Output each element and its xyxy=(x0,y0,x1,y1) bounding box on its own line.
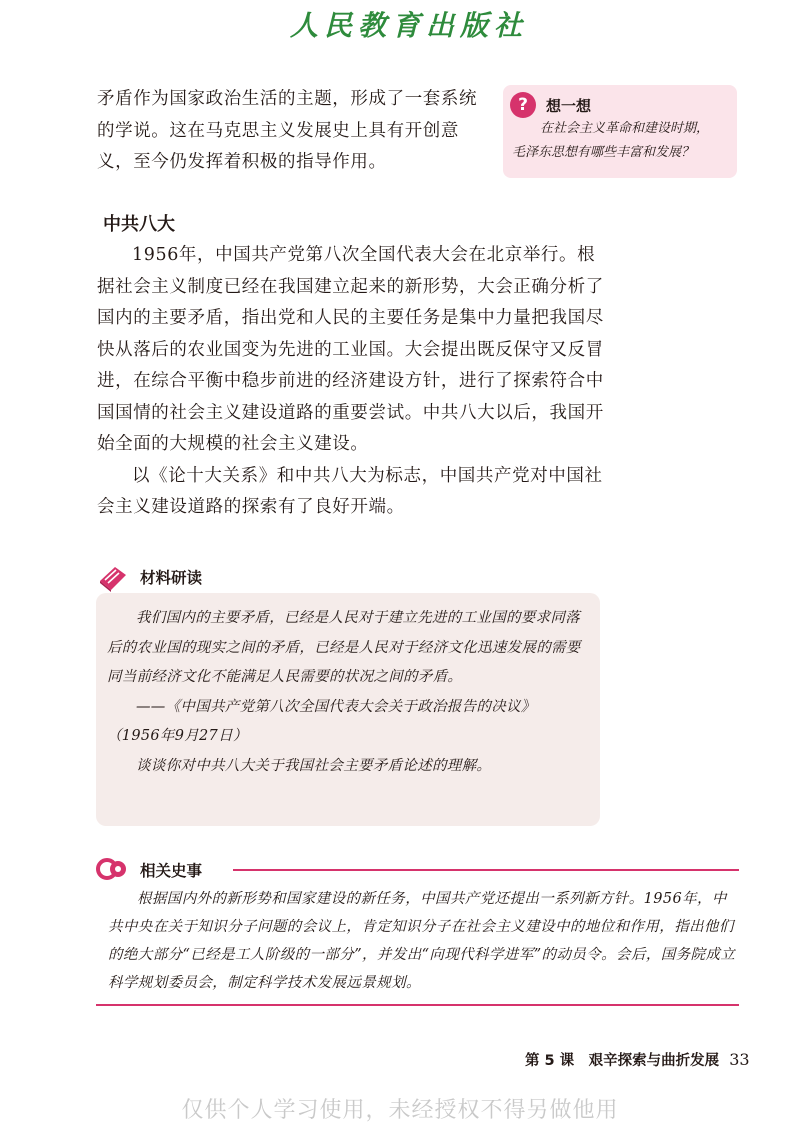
book-icon xyxy=(97,563,129,593)
page-footer xyxy=(525,1049,750,1070)
question-mark-icon: ? xyxy=(510,92,536,118)
related-paragraph: 根据国内外的新形势和国家建设的新任务，中国共产党还提出一系列新方针。1956年，中共中央在关于知识分子问题的会议上，肯定知识分子在社会主义建设中的地位和作用，指出他们的绝大部分“已经是工人阶级的一部分”，并发出“向现代科学进军”的动员令。会后，国务院成立科学规划委员会，制定科学技术发展远景规划。 xyxy=(108,891,736,991)
material-source: ——《中国共产党第八次全国代表大会关于政治报告的决议》 xyxy=(136,698,536,715)
related-text xyxy=(108,885,738,997)
material-question: 谈谈你对中共八大关于我国社会主要矛盾论述的理解。 xyxy=(136,757,492,774)
body-paragraph: 以《论十大关系》和中共八大为标志，中国共产党对中国社会主义建设道路的探索有了良好开端。 xyxy=(97,465,603,517)
think-box-line: 在社会主义革命和建设时期， xyxy=(540,121,710,136)
page-number: 33 xyxy=(729,1050,750,1069)
think-box-title: 想一想 xyxy=(546,97,592,115)
think-box-text xyxy=(512,117,732,165)
divider xyxy=(233,869,739,871)
lesson-title: 第 5 课 艰辛探索与曲折发展 xyxy=(525,1053,720,1069)
watermark: 仅供个人学习使用，未经授权不得另做他用 xyxy=(181,1098,619,1123)
related-history-icon xyxy=(96,855,128,883)
publisher-logo: 人民教育出版社 xyxy=(290,9,529,42)
related-title: 相关史事 xyxy=(140,862,203,880)
think-box-line: 毛泽东思想有哪些丰富和发展？ xyxy=(512,145,695,160)
intro-paragraph: 矛盾作为国家政治生活的主题，形成了一套系统的学说。这在马克思主义发展史上具有开创意义，至今仍发挥着积极的指导作用。 xyxy=(97,89,478,172)
material-text xyxy=(107,604,593,781)
section-heading: 中共八大 xyxy=(103,214,175,235)
material-date: （1956年9月27日） xyxy=(107,728,248,744)
material-quote: 我们国内的主要矛盾，已经是人民对于建立先进的工业国的要求同落后的农业国的现实之间的矛盾，已经是人民对于经济文化迅速发展的需要同当前经济文化不能满足人民需要的状况之间的矛盾。 xyxy=(107,610,581,685)
divider xyxy=(96,1004,739,1006)
material-title: 材料研读 xyxy=(140,569,203,587)
section-body xyxy=(97,240,607,524)
body-paragraph: 1956年，中国共产党第八次全国代表大会在北京举行。根据社会主义制度已经在我国建立起来的新形势，大会正确分析了国内的主要矛盾，指出党和人民的主要任务是集中力量把我国尽快从落后的农业国变为先进的工业国。大会提出既反保守又反冒进，在综合平衡中稳步前进的经济建设方针，进行了探索符合中国国情的社会主义建设道路的重要尝试。中共八大以后，我国开始全面的大规模的社会主义建设。 xyxy=(97,245,604,454)
